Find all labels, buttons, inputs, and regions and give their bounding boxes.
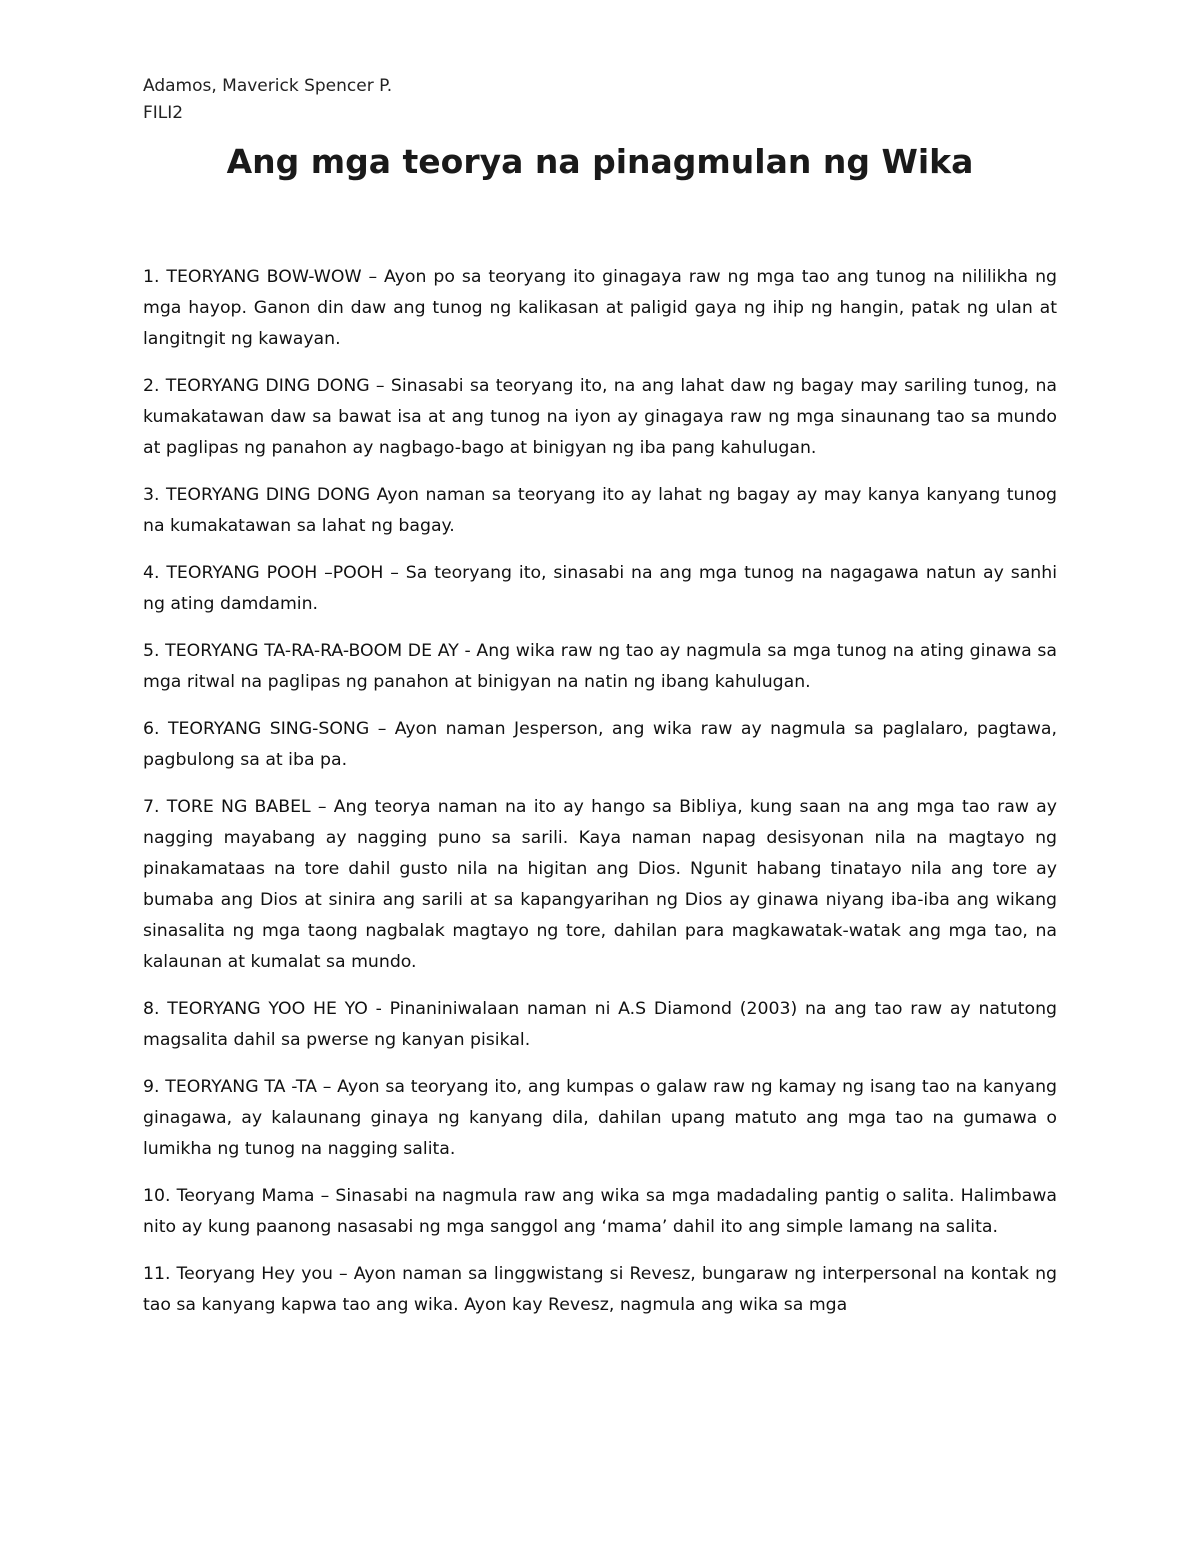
paragraph: 8. TEORYANG YOO HE YO - Pinaniniwalaan naman ni A.S Diamond (2003) na ang tao raw ay natutong magsalita dahil sa pwerse ng kanyan pisikal. xyxy=(143,999,1057,1050)
document-title: Ang mga teorya na pinagmulan ng Wika xyxy=(226,142,974,181)
paragraph: 9. TEORYANG TA -TA – Ayon sa teoryang ito, ang kumpas o galaw raw ng kamay ng isang tao na kanyang ginagawa, ay kalaunang ginaya ng kanyang dila, dahilan upang matuto ang mga tao na gumawa o lumikha ng tunog na nagging salita. xyxy=(143,1077,1057,1159)
paragraph: 10. Teoryang Mama – Sinasabi na nagmula raw ang wika sa mga madadaling pantig o salita. Halimbawa nito ay kung paanong nasasabi ng mga sanggol ang ‘mama’ dahil ito ang simple lamang na salita. xyxy=(143,1186,1057,1237)
paragraph: 11. Teoryang Hey you – Ayon naman sa linggwistang si Revesz, bungaraw ng interpersonal na kontak ng tao sa kanyang kapwa tao ang wika. Ayon kay Revesz, nagmula ang wika sa mga xyxy=(143,1264,1057,1315)
paragraph: 5. TEORYANG TA-RA-RA-BOOM DE AY - Ang wika raw ng tao ay nagmula sa mga tunog na ating ginawa sa mga ritwal na paglipas ng panahon at binigyan na natin ng ibang kahulugan. xyxy=(143,641,1057,692)
paragraph: 3. TEORYANG DING DONG Ayon naman sa teoryang ito ay lahat ng bagay ay may kanya kanyang tunog na kumakatawan sa lahat ng bagay. xyxy=(143,485,1057,536)
paragraph: 4. TEORYANG POOH –POOH – Sa teoryang ito, sinasabi na ang mga tunog na nagagawa natun ay sanhi ng ating damdamin. xyxy=(143,563,1057,614)
paragraph: 6. TEORYANG SING-SONG – Ayon naman Jesperson, ang wika raw ay nagmula sa paglalaro, pagtawa, pagbulong sa at iba pa. xyxy=(143,719,1057,770)
document-body xyxy=(143,262,1057,1337)
paragraph: 2. TEORYANG DING DONG – Sinasabi sa teoryang ito, na ang lahat daw ng bagay may sariling tunog, na kumakatawan daw sa bawat isa at ang tunog na iyon ay ginagaya raw ng mga sinaunang tao sa mundo at paglipas ng panahon ay nagbago-bago at binigyan ng iba pang kahulugan. xyxy=(143,376,1057,458)
author-name: Adamos, Maverick Spencer P. xyxy=(143,76,393,96)
course-code: FILI2 xyxy=(143,103,184,123)
paragraph: 1. TEORYANG BOW-WOW – Ayon po sa teoryang ito ginagaya raw ng mga tao ang tunog na nililikha ng mga hayop. Ganon din daw ang tunog ng kalikasan at paligid gaya ng ihip ng hangin, patak ng ulan at langitngit ng kawayan. xyxy=(143,267,1057,349)
paragraph: 7. TORE NG BABEL – Ang teorya naman na ito ay hango sa Bibliya, kung saan na ang mga tao raw ay nagging mayabang ay nagging puno sa sarili. Kaya naman napag desisyonan nila na magtayo ng pinakamataas na tore dahil gusto nila na higitan ang Dios. Ngunit habang tinatayo nila ang tore ay bumaba ang Dios at sinira ang sarili at sa kapangyarihan ng Dios ay ginawa niyang iba-iba ang wikang sinasalita ng mga taong nagbalak magtayo ng tore, dahilan para magkawatak-watak ang mga tao, na kalaunan at kumalat sa mundo. xyxy=(143,797,1057,972)
